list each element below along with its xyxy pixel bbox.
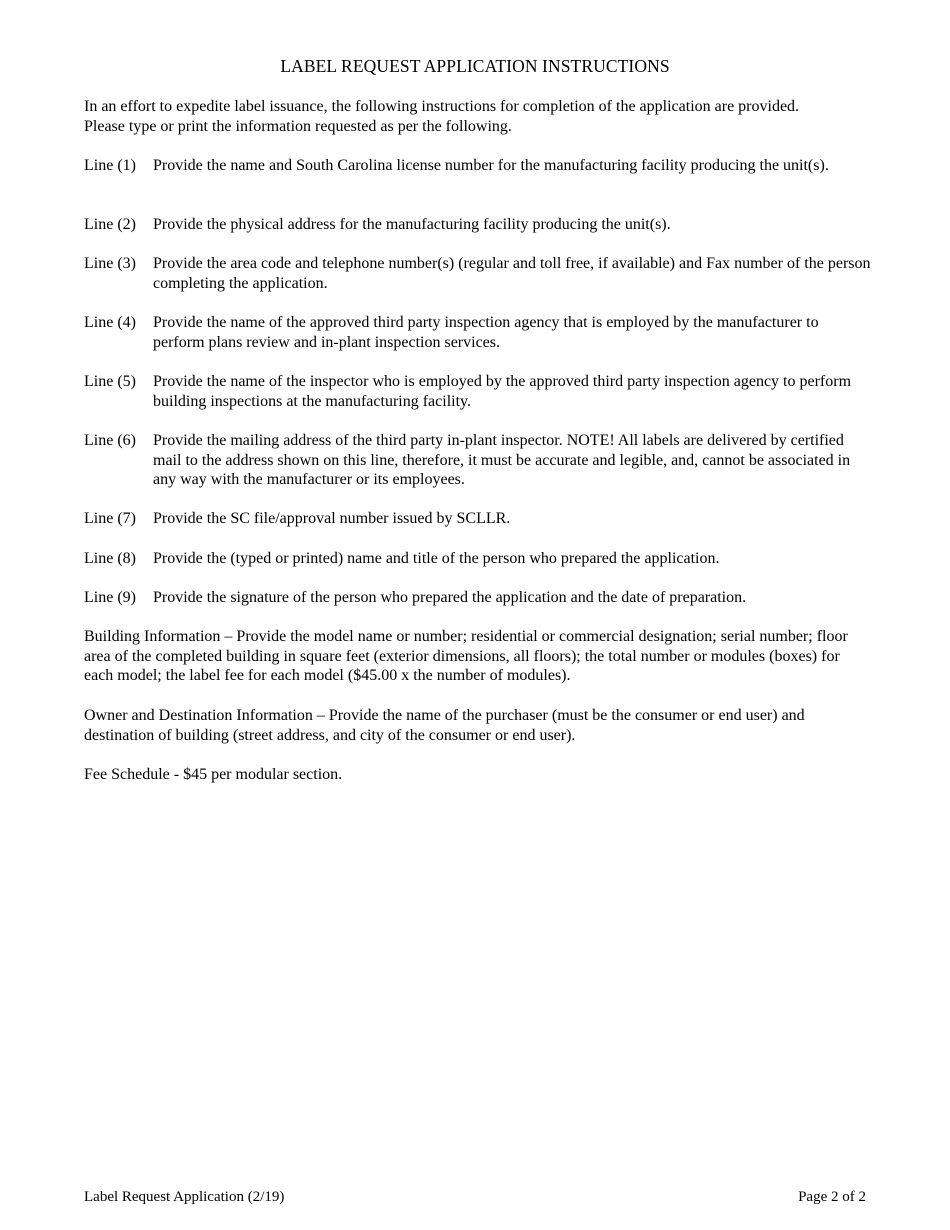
page-title: LABEL REQUEST APPLICATION INSTRUCTIONS bbox=[280, 56, 670, 76]
line-text: Provide the name and South Carolina license number for the manufacturing facility producing the unit(s). bbox=[153, 157, 829, 174]
footer-form-id: Label Request Application (2/19) bbox=[84, 1189, 285, 1205]
line-text: Provide the (typed or printed) name and title of the person who prepared the application. bbox=[153, 550, 720, 567]
line-text: Provide the signature of the person who prepared the application and the date of preparation. bbox=[153, 589, 747, 606]
line-label: Line (1) bbox=[84, 157, 136, 174]
instruction-line-8 bbox=[84, 549, 874, 569]
line-text: Provide the mailing address of the third party in-plant inspector. NOTE! All labels are delivered by certified mail to the address shown on this line, therefore, it must be accurate and legible, and, cannot be associated in any way with the manufacturer or its employees. bbox=[153, 432, 851, 488]
footer-page-number: Page 2 of 2 bbox=[798, 1189, 866, 1205]
instruction-line-6 bbox=[84, 431, 874, 490]
instruction-line-7 bbox=[84, 509, 874, 529]
line-label: Line (8) bbox=[84, 550, 136, 567]
line-label: Line (5) bbox=[84, 373, 136, 390]
owner-destination-information: Owner and Destination Information – Provide the name of the purchaser (must be the consumer or end user) and destination of building (street address, and city of the consumer or end user). bbox=[84, 707, 805, 744]
line-text: Provide the name of the inspector who is employed by the approved third party inspection agency to perform building inspections at the manufacturing facility. bbox=[153, 373, 852, 410]
intro-sentence-2: Please type or print the information requested as per the following. bbox=[84, 117, 512, 135]
line-label: Line (4) bbox=[84, 314, 136, 331]
line-text: Provide the area code and telephone number(s) (regular and toll free, if available) and Fax number of the person completing the application. bbox=[153, 255, 871, 292]
line-label: Line (6) bbox=[84, 432, 136, 449]
line-label: Line (2) bbox=[84, 216, 136, 233]
line-label: Line (9) bbox=[84, 589, 136, 606]
instruction-line-9 bbox=[84, 588, 874, 608]
instruction-line-1 bbox=[84, 156, 874, 176]
line-label: Line (7) bbox=[84, 510, 136, 527]
fee-schedule: Fee Schedule - $45 per modular section. bbox=[84, 766, 343, 783]
instruction-line-3 bbox=[84, 254, 874, 293]
line-text: Provide the name of the approved third party inspection agency that is employed by the manufacturer to perform plans review and in-plant inspection services. bbox=[153, 314, 819, 351]
line-label: Line (3) bbox=[84, 255, 136, 272]
line-text: Provide the physical address for the manufacturing facility producing the unit(s). bbox=[153, 216, 671, 233]
instruction-line-5 bbox=[84, 372, 874, 411]
building-information: Building Information – Provide the model name or number; residential or commercial designation; serial number; floor area of the completed building in square feet (exterior dimensions, all floors); the total number or modules (boxes) for each model; the label fee for each model ($45.00 x the number of modules). bbox=[84, 628, 848, 684]
line-text: Provide the SC file/approval number issued by SCLLR. bbox=[153, 510, 511, 527]
instruction-line-2 bbox=[84, 215, 874, 235]
intro-sentence-1: In an effort to expedite label issuance, the following instructions for completion of the application are provided. bbox=[84, 98, 800, 115]
instruction-line-4 bbox=[84, 313, 874, 352]
intro-paragraph bbox=[84, 97, 874, 136]
